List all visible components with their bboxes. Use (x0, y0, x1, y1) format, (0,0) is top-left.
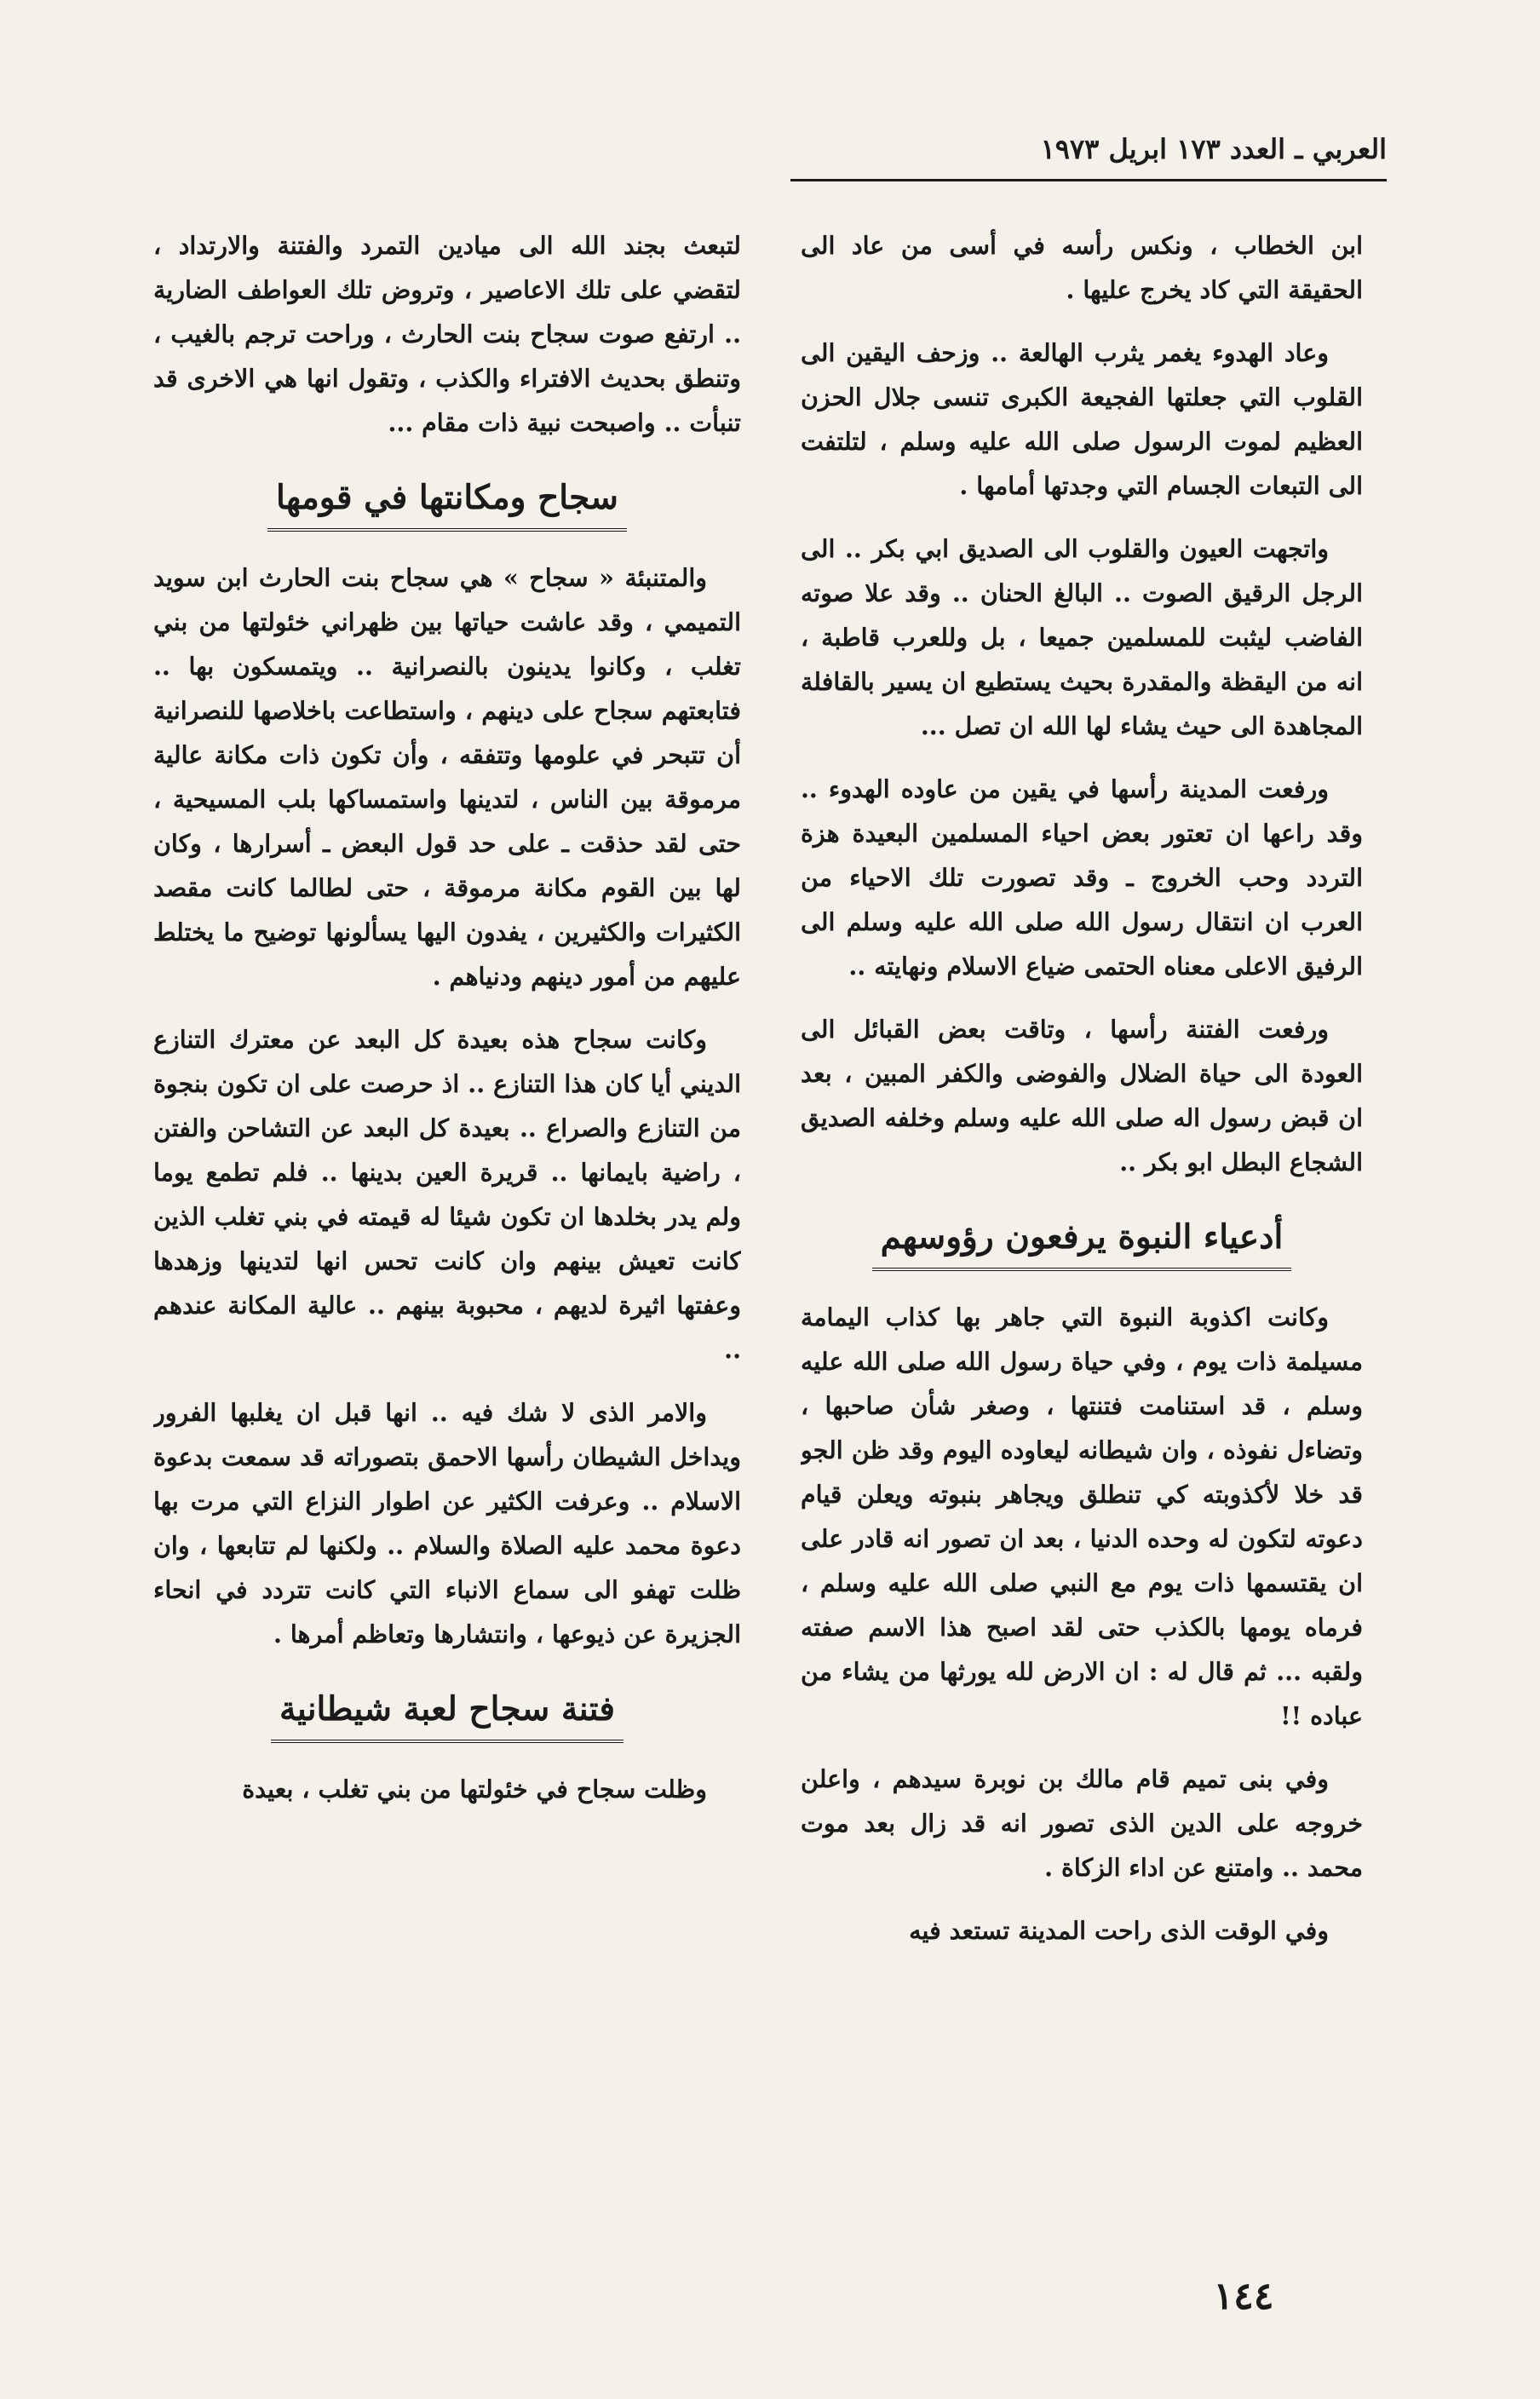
paragraph: ورفعت المدينة رأسها في يقين من عاوده الهدوء .. وقد راعها ان تعتور بعض احياء المسلمين البعيدة هزة التردد وحب الخروج ـ وقد تصورت تلك الاحياء من العرب ان انتقال رسول الله صلى الله عليه وسلم الى الرفيق الاعلى معناه الحتمى ضياع الاسلام ونهايته .. (801, 774, 1363, 981)
paragraph: ورفعت الفتنة رأسها ، وتاقت بعض القبائل الى العودة الى حياة الضلال والفوضى والكفر المبين ، بعد ان قبض رسول اله صلى الله عليه وسلم وخلفه الصديق الشجاع البطل ابو بكر .. (801, 1015, 1363, 1176)
section-heading (153, 472, 741, 532)
paragraph: وكانت سجاح هذه بعيدة كل البعد عن معترك التنازع الديني أيا كان هذا التنازع .. اذ حرصت على ان تكون بنجوة من التنازع والصراع .. بعيدة كل البعد عن التشاحن والفتن ، راضية بايمانها .. قريرة العين بدينها .. فلم تطمع يوما ولم يدر بخلدها ان تكون شيئا له قيمته في بني تغلب الذين كانت تعيش بينهم وان كانت تحس انها لتدينها وزهدها وعفتها اثيرة لديهم ، محبوبة بينهم .. عالية المكانة عندهم .. (153, 1025, 741, 1364)
paragraph: وفي بنى تميم قام مالك بن نوبرة سيدهم ، واعلن خروجه على الدين الذى تصور انه قد زال بعد موت محمد .. وامتنع عن اداء الزكاة . (801, 1764, 1363, 1882)
paragraph: وظلت سجاح في خئولتها من بني تغلب ، بعيدة (242, 1775, 707, 1804)
section-heading-text: أدعياء النبوة يرفعون رؤوسهم (872, 1211, 1292, 1271)
paragraph: واتجهت العيون والقلوب الى الصديق ابي بكر .. الى الرجل الرقيق الصوت .. البالغ الحنان .. وقد علا صوته الفاضب ليثبت للمسلمين جميعا ، بل وللعرب قاطبة ، انه من اليقظة والمقدرة بحيث يستطيع ان يسير بالقافلة المجاهدة الى حيث يشاء لها الله ان تصل ... (801, 534, 1363, 740)
running-header: العربي ـ العدد ١٧٣ ابريل ١٩٧٣ (790, 128, 1387, 181)
section-heading (153, 1683, 741, 1743)
paragraph: والامر الذى لا شك فيه .. انها قبل ان يغلبها الفرور ويداخل الشيطان رأسها الاحمق بتصوراته قد سمعت بدعوة الاسلام .. وعرفت الكثير عن اطوار النزاع التي مرت بها دعوة محمد عليه الصلاة والسلام .. ولكنها لم تتابعها ، وان ظلت تهفو الى سماع الانباء التي كانت تتردد في انحاء الجزيرة عن ذيوعها ، وانتشارها وتعاظم أمرها . (153, 1398, 741, 1648)
section-heading-text: فتنة سجاح لعبة شيطانية (271, 1683, 623, 1743)
section-heading-text: سجاح ومكانتها في قومها (267, 472, 627, 532)
left-column (153, 223, 741, 2302)
paragraph: والمتنبئة « سجاح » هي سجاح بنت الحارث ابن سويد التميمي ، وقد عاشت حياتها بين ظهراني خئولتها من بني تغلب ، وكانوا يدينون بالنصرانية .. ويتمسكون بها .. فتابعتهم سجاح على دينهم ، واستطاعت باخلاصها للنصرانية أن تتبحر في علومها وتتفقه ، وأن تكون ذات مكانة عالية مرموقة بين الناس ، لتدينها واستمساكها بلب المسيحية ، حتى لقد حذقت ـ على حد قول البعض ـ أسرارها ، وكان لها بين القوم مكانة مرموقة ، حتى لطالما كانت مقصد الكثيرات والكثيرين ، يفدون اليها يسألونها توضيح ما يختلط عليهم من أمور دينهم ودنياهم . (153, 563, 741, 991)
paragraph: وعاد الهدوء يغمر يثرب الهالعة .. وزحف اليقين الى القلوب التي جعلتها الفجيعة الكبرى تنسى جلال الحزن العظيم لموت الرسول صلى الله عليه وسلم ، لتلتفت الى التبعات الجسام التي وجدتها أمامها . (801, 338, 1363, 500)
page-number: ١٤٤ (1213, 2275, 1274, 2318)
right-column (801, 223, 1363, 2302)
paragraph: ابن الخطاب ، ونكس رأسه في أسى من عاد الى الحقيقة التي كاد يخرج عليها . (801, 231, 1363, 304)
paragraph: وكانت اكذوبة النبوة التي جاهر بها كذاب اليمامة مسيلمة ذات يوم ، وفي حياة رسول الله صلى الله عليه وسلم ، قد استنامت فتنتها ، وصغر شأن صاحبها ، وتضاءل نفوذه ، وان شيطانه ليعاوده اليوم وقد ظن الجو قد خلا لأكذوبته كي تنطلق ويجاهر بنبوته ويعلن قيام دعوته لتكون له وحده الدنيا ، بعد ان تصور انه قادر على ان يقتسمها ذات يوم مع النبي صلى الله عليه وسلم ، فرماه يومها بالكذب حتى لقد اصبح هذا الاسم صفته ولقبه ... ثم قال له : ان الارض لله يورثها من يشاء من عباده !! (801, 1303, 1363, 1730)
paragraph: وفي الوقت الذى راحت المدينة تستعد فيه (909, 1916, 1329, 1945)
paragraph: لتبعث بجند الله الى ميادين التمرد والفتنة والارتداد ، لتقضي على تلك الاعاصير ، وتروض تلك العواطف الضارية .. ارتفع صوت سجاح بنت الحارث ، وراحت ترجم بالغيب ، وتنطق بحديث الافتراء والكذب ، وتقول انها هي الاخرى قد تنبأت .. واصبحت نبية ذات مقام ... (153, 231, 741, 437)
section-heading (801, 1211, 1363, 1271)
